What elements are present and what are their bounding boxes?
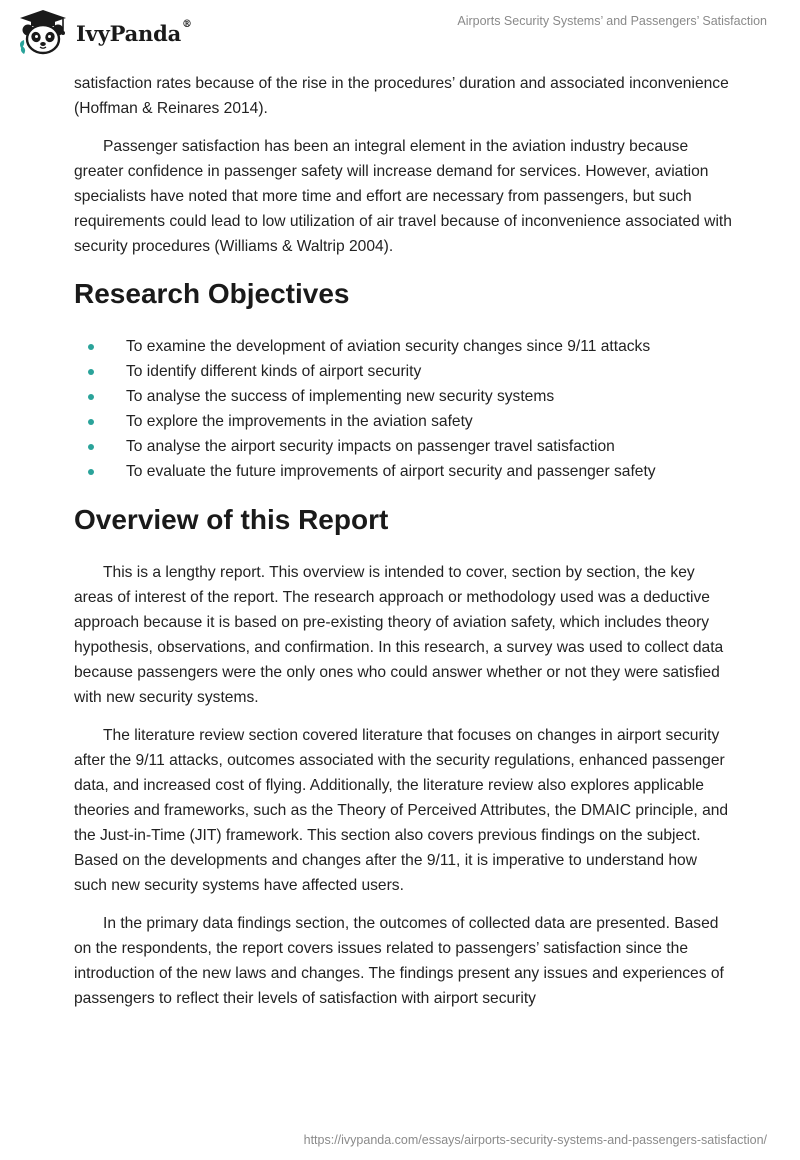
bullet-icon: [88, 419, 94, 425]
paragraph-overview-2: The literature review section covered literature that focuses on changes in airport security after the 9/11 attacks, outcomes associated with the security regulations, enhanced passenger data, and increased cost of flying. Additionally, the literature review also explores applicable theories and frameworks, such as the Theory of Perceived Attributes, the DMAIC principle, and the Just-in-Time (JIT) framework. This section also covers previous findings on the subject. Based on the developments and changes after the 9/11, it is imperative to understand how such new security systems have affected users.: [74, 727, 729, 894]
list-item: To identify different kinds of airport security: [74, 359, 734, 384]
logo-wordmark: IvyPanda®: [76, 18, 192, 46]
paragraph-overview-3: In the primary data findings section, the outcomes of collected data are presented. Based on the respondents, the report covers issues related to passengers’ satisfaction since the introduction of the new laws and changes. The findings present any issues and experiences of passengers to reflect their levels of satisfaction with airport security: [74, 915, 724, 1007]
list-item: To analyse the success of implementing new security systems: [74, 384, 734, 409]
ivypanda-logo[interactable]: [16, 8, 192, 56]
list-item: To examine the development of aviation security changes since 9/11 attacks: [74, 334, 734, 359]
bullet-icon: [88, 369, 94, 375]
document-body: [74, 71, 734, 1024]
source-url-link[interactable]: https://ivypanda.com/essays/airports-security-systems-and-passengers-satisfaction/: [303, 1133, 767, 1147]
paragraph-overview-1: This is a lengthy report. This overview is intended to cover, section by section, the key areas of interest of the report. The research approach or methodology used was a deductive approach because it is based on pre-existing theory of aviation safety, which includes theory hypothesis, observations, and confirmation. In this research, a survey was used to collect data because passengers were the only ones who could answer whether or not they were satisfied with new security systems.: [74, 564, 724, 706]
list-item: To evaluate the future improvements of airport security and passenger safety: [74, 459, 734, 484]
paragraph-intro: satisfaction rates because of the rise in the procedures’ duration and associated inconvenience (Hoffman & Reinares 2014).: [74, 75, 729, 117]
panda-graduate-icon: [16, 8, 70, 56]
objectives-list: [74, 334, 734, 484]
bullet-icon: [88, 344, 94, 350]
bullet-icon: [88, 394, 94, 400]
bullet-icon: [88, 469, 94, 475]
list-item: To explore the improvements in the aviation safety: [74, 409, 734, 434]
paragraph-passenger-satisfaction: Passenger satisfaction has been an integral element in the aviation industry because greater confidence in passenger safety will increase demand for services. However, aviation specialists have noted that more time and effort are necessary from passengers, but such requirements could lead to low utilization of air travel because of inconvenience associated with security procedures (Williams & Waltrip 2004).: [74, 138, 732, 255]
list-item: To analyse the airport security impacts on passenger travel satisfaction: [74, 434, 734, 459]
heading-research-objectives: Research Objectives: [74, 278, 350, 309]
heading-overview: Overview of this Report: [74, 504, 389, 535]
page-header: [0, 0, 800, 64]
bullet-icon: [88, 444, 94, 450]
document-title: Airports Security Systems’ and Passengers’ Satisfaction: [457, 14, 767, 28]
